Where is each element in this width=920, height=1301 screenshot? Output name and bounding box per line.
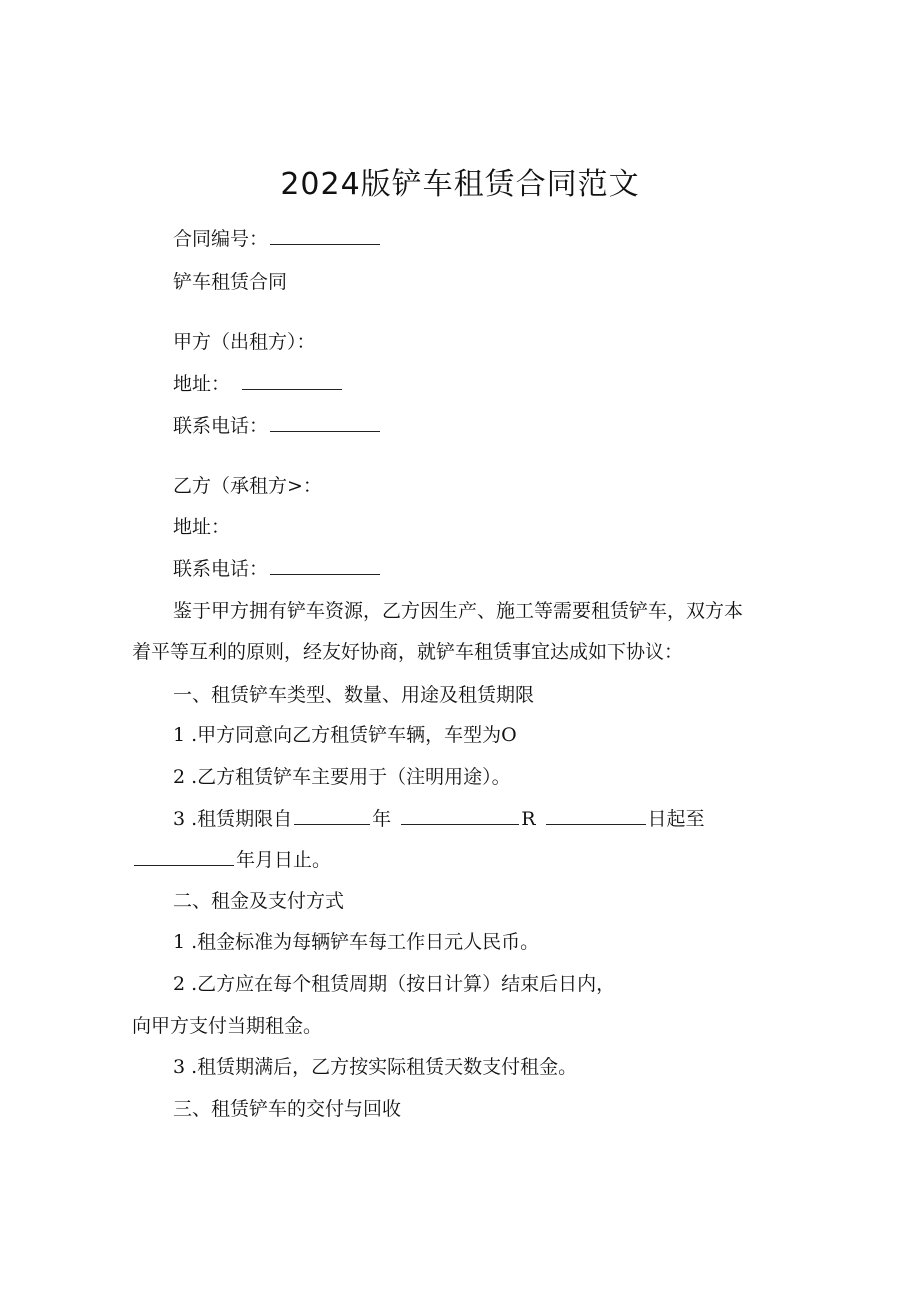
- section-2-heading: 二、租金及支付方式: [173, 890, 345, 912]
- document-title: 2024版铲车租赁合同范文: [280, 167, 640, 202]
- section-2-item-3: 3 .租赁期满后，乙方按实际租赁天数支付租金。: [173, 1056, 578, 1078]
- lease-month-label: R: [521, 808, 536, 830]
- section-3-heading: 三、租赁铲车的交付与回收: [173, 1098, 402, 1120]
- lease-start-day-blank: [546, 823, 646, 825]
- party-a-address-blank: [242, 388, 342, 390]
- party-b-phone-line: [173, 560, 382, 579]
- lease-start-year-blank: [294, 823, 370, 825]
- section-2-item-2: 2 .乙方应在每个租赁周期（按日计算）结束后日内，: [173, 973, 616, 995]
- party-b-address-label: 地址：: [173, 516, 231, 538]
- section-1-item-3-cont: [132, 851, 331, 870]
- section-2-item-1: 1 .租金标准为每辆铲车每工作日元人民币。: [173, 931, 540, 953]
- preamble-line-1: 鉴于甲方拥有铲车资源，乙方因生产、施工等需要租赁铲车，双方本: [173, 600, 744, 622]
- contract-number-blank: [270, 243, 380, 245]
- contract-number-label: 合同编号：: [173, 228, 269, 250]
- section-1-item-2: 2 .乙方租赁铲车主要用于（注明用途）。: [173, 766, 511, 788]
- lease-period-until-label: 日起至: [647, 808, 705, 830]
- section-1-item-1: 1 .甲方同意向乙方租赁铲车辆，车型为O: [173, 724, 517, 746]
- lease-start-month-blank: [401, 823, 519, 825]
- contract-number-line: [173, 230, 382, 249]
- party-a-address-line: [173, 375, 344, 394]
- party-b-phone-label: 联系电话：: [173, 558, 269, 580]
- lease-year-label: 年: [372, 808, 392, 830]
- preamble-line-2: 着平等互利的原则，经友好协商，就铲车租赁事宜达成如下协议：: [132, 641, 684, 663]
- lease-end-year-blank: [134, 864, 234, 866]
- lease-period-end-label: 年月日止。: [236, 849, 332, 871]
- lease-period-start-label: 3 .租赁期限自: [173, 808, 293, 830]
- section-1-item-3: [173, 810, 705, 829]
- party-a-label: 甲方（出租方）：: [173, 331, 316, 353]
- party-a-address-label: 地址：: [173, 373, 231, 395]
- party-b-label: 乙方（承租方>：: [173, 475, 322, 497]
- party-b-phone-blank: [270, 573, 380, 575]
- section-1-heading: 一、租赁铲车类型、数量、用途及租赁期限: [173, 684, 535, 706]
- party-a-phone-label: 联系电话：: [173, 415, 269, 437]
- section-2-item-2-cont: 向甲方支付当期租金。: [132, 1015, 323, 1037]
- party-a-phone-blank: [270, 430, 380, 432]
- contract-subtitle: 铲车租赁合同: [173, 271, 288, 293]
- party-a-phone-line: [173, 417, 382, 436]
